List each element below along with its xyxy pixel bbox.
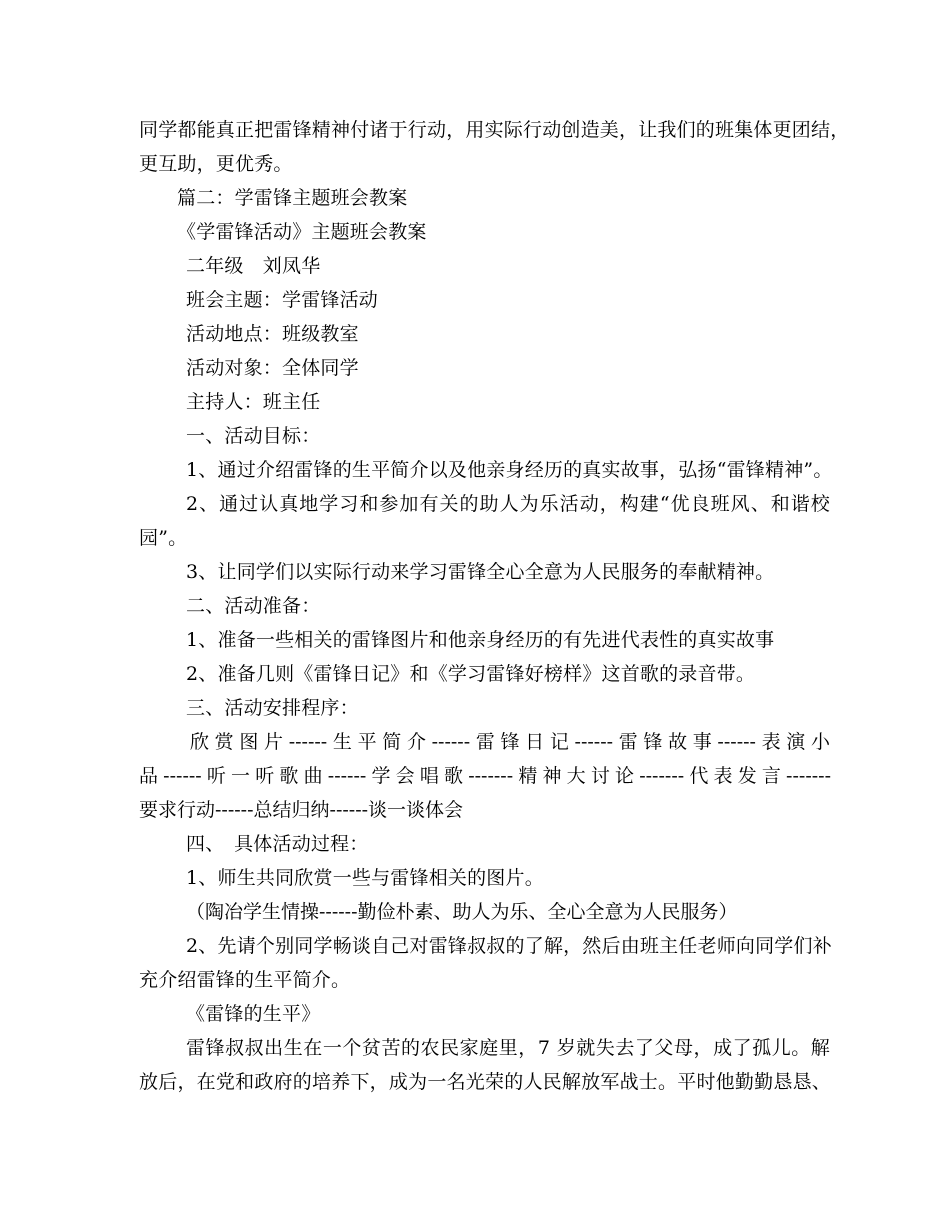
list-item: 2、通过认真地学习和参加有关的助人为乐活动，构建“优良班风、和谐校	[186, 493, 830, 515]
meta-audience: 活动对象：全体同学	[186, 357, 359, 379]
meta-location: 活动地点：班级教室	[186, 323, 359, 345]
program-sequence-line: 欣赏图片------生平简介------雷锋日记------雷锋故事------表演小	[190, 731, 830, 753]
parenthetical-note: （陶冶学生情操------勤俭朴素、助人为乐、全心全意为人民服务）	[186, 901, 738, 923]
meta-theme: 班会主题：学雷锋活动	[186, 289, 379, 311]
list-item: 2、先请个别同学畅谈自己对雷锋叔叔的了解，然后由班主任老师向同学们补	[186, 935, 832, 957]
author-line: 二年级 刘凤华	[186, 255, 321, 277]
list-item: 3、让同学们以实际行动来学习雷锋全心全意为人民服务的奉献精神。	[186, 561, 775, 583]
paragraph-line: 更互助，更优秀。	[139, 153, 293, 175]
section-heading: 一、活动目标：	[186, 425, 321, 447]
section-heading: 四、 具体活动过程：	[186, 833, 369, 855]
document-title: 《学雷锋活动》主题班会教案	[177, 221, 427, 243]
program-sequence-line: 要求行动------总结归纳------谈一谈体会	[139, 799, 464, 821]
meta-host: 主持人：班主任	[186, 391, 321, 413]
subsection-title: 《雷锋的生平》	[186, 1003, 321, 1025]
paragraph-line: 雷锋叔叔出生在一个贫苦的农民家庭里，7 岁就失去了父母，成了孤儿。解	[186, 1037, 830, 1059]
paragraph-line: 放后，在党和政府的培养下，成为一名光荣的人民解放军战士。平时他勤勤恳恳、	[139, 1071, 831, 1093]
section-heading: 二、活动准备：	[186, 595, 321, 617]
program-sequence-line: 品------听一听歌曲------学会唱歌-------精神大讨论-------代表发言-------	[139, 765, 831, 787]
list-item: 1、通过介绍雷锋的生平简介以及他亲身经历的真实故事，弘扬“雷锋精神”。	[186, 459, 833, 481]
paragraph-line: 同学都能真正把雷锋精神付诸于行动，用实际行动创造美，让我们的班集体更团结，	[139, 119, 850, 141]
list-item: 1、准备一些相关的雷锋图片和他亲身经历的有先进代表性的真实故事	[186, 629, 775, 651]
section-heading: 篇二：学雷锋主题班会教案	[177, 187, 408, 209]
list-item-continued: 园”。	[139, 527, 188, 549]
section-heading: 三、活动安排程序：	[186, 697, 359, 719]
list-item: 2、准备几则《雷锋日记》和《学习雷锋好榜样》这首歌的录音带。	[186, 663, 756, 685]
list-item-continued: 充介绍雷锋的生平简介。	[139, 969, 351, 991]
list-item: 1、师生共同欣赏一些与雷锋相关的图片。	[186, 867, 544, 889]
